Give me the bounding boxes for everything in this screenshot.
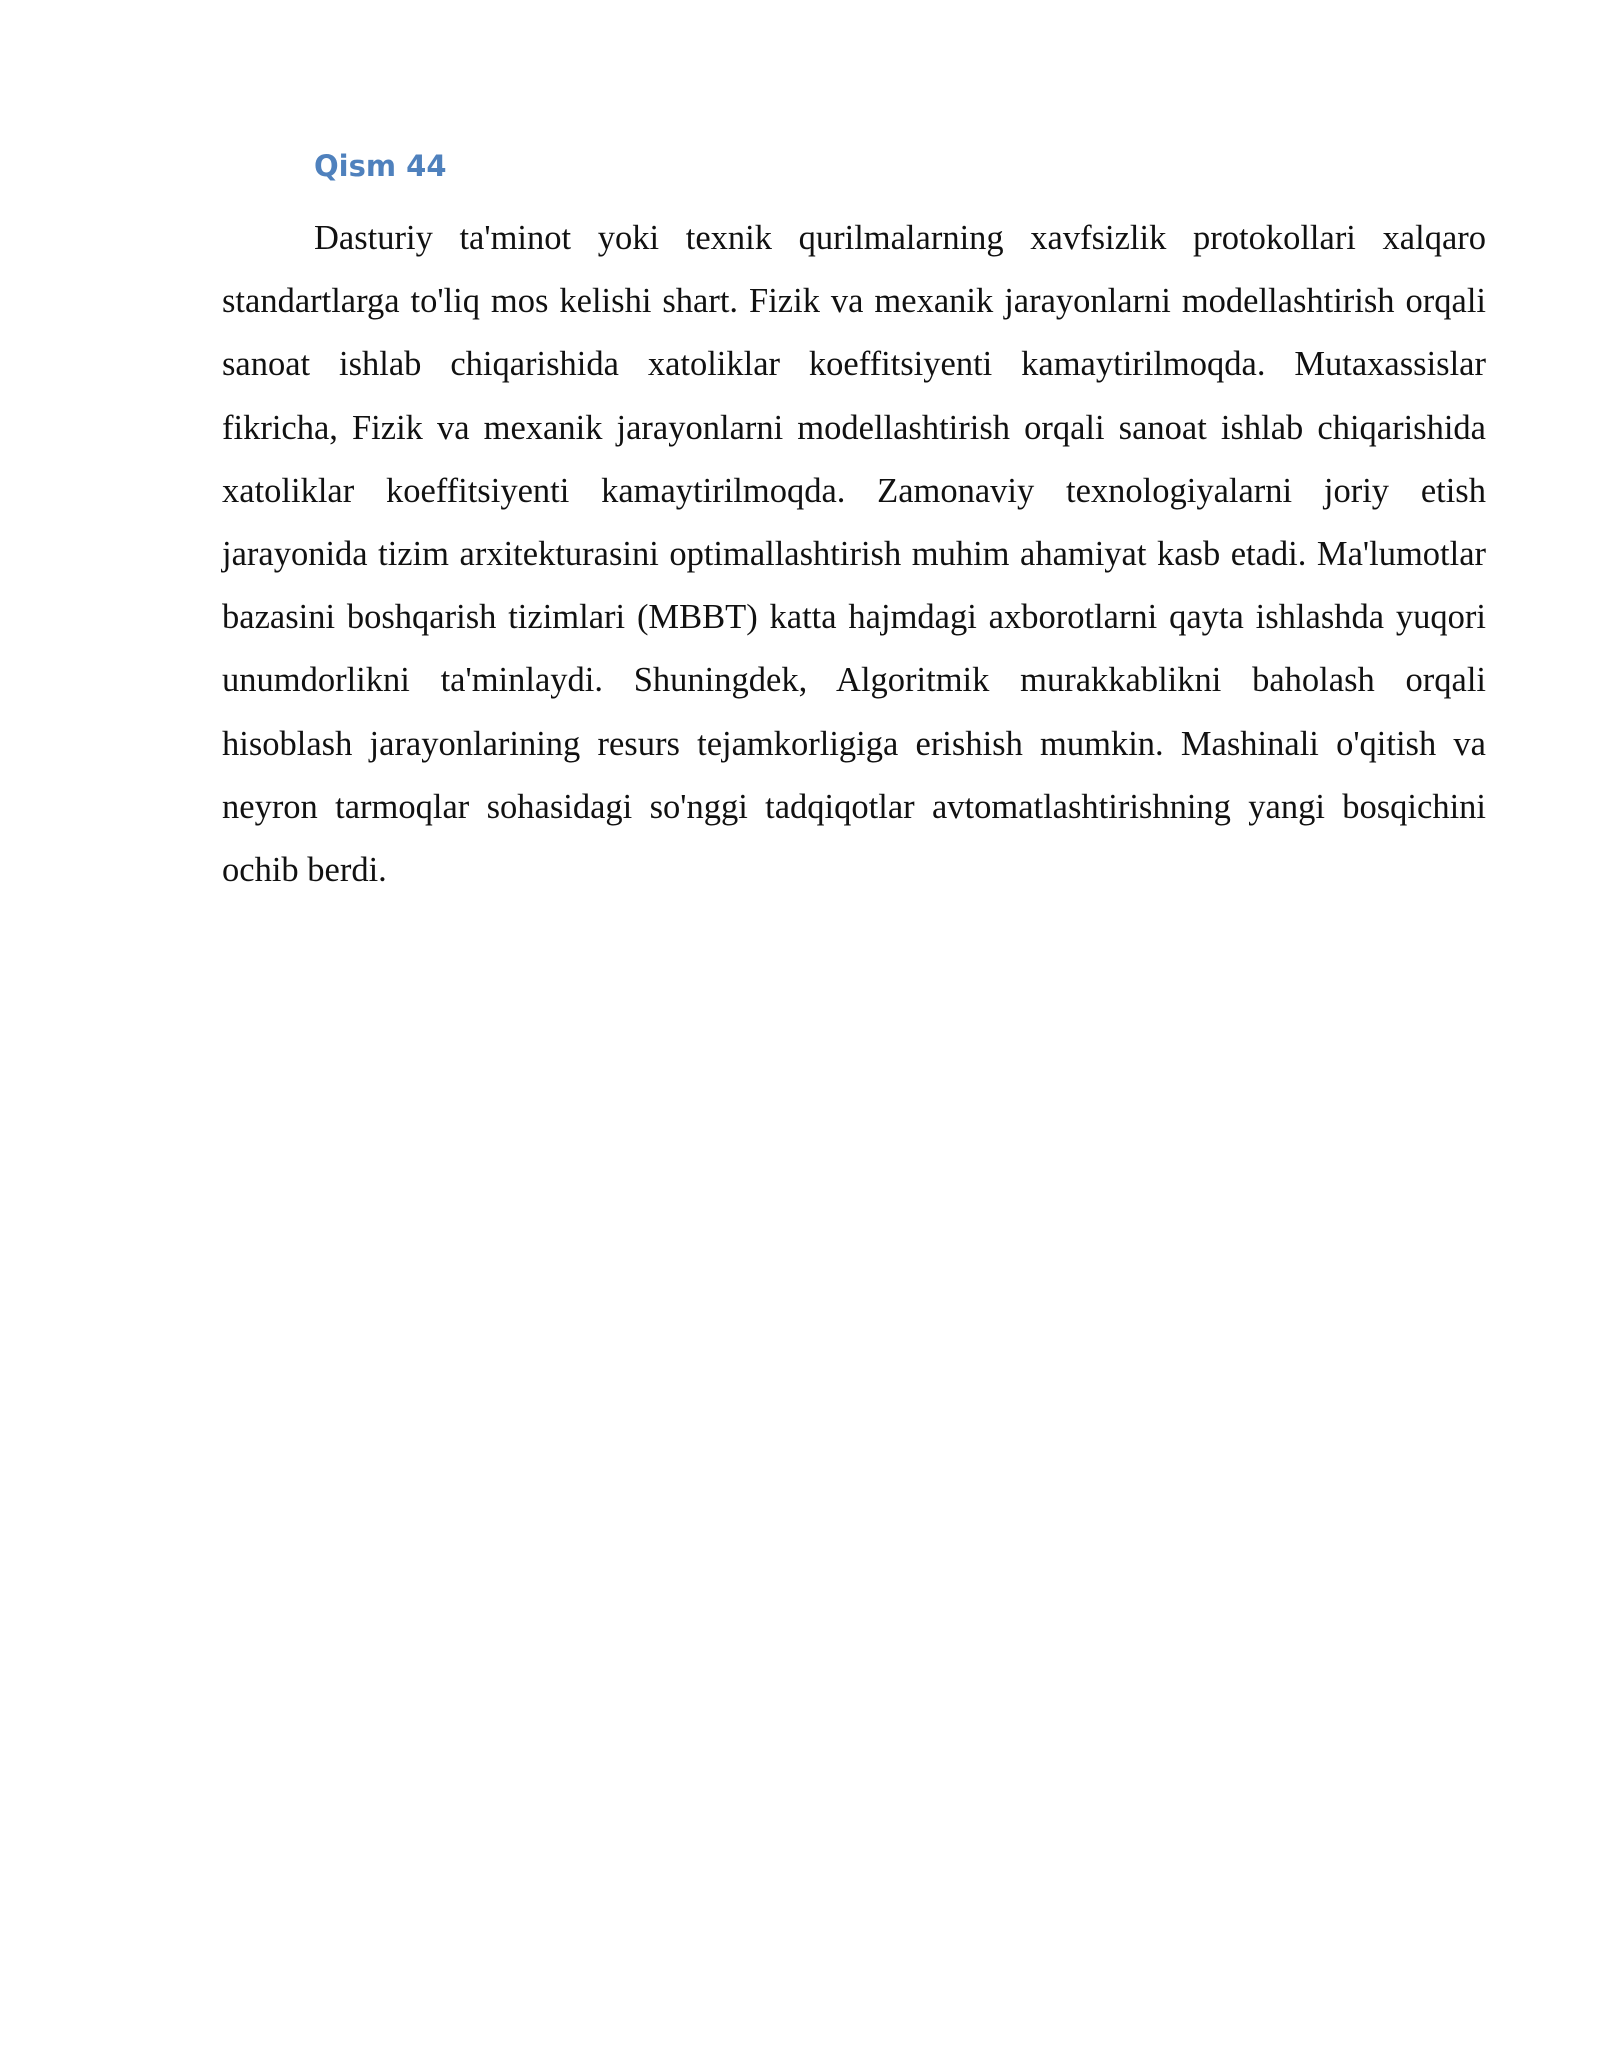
section-heading: Qism 44 — [314, 149, 447, 183]
body-paragraph: Dasturiy ta'minot yoki texnik qurilmalarning xavfsizlik protokollari xalqaro standartlarga to'liq mos kelishi shart. Fizik va mexanik jarayonlarni modellashtirish orqali sanoat ishlab chiqarishida xatoliklar koeffitsiyenti kamaytirilmoqda. Mutaxassislar fikricha, Fizik va mexanik jarayonlarni modellashtirish orqali sanoat ishlab chiqarishida xatoliklar koeffitsiyenti kamaytirilmoqda. Zamonaviy texnologiyalarni joriy etish jarayonida tizim arxitekturasini optimallashtirish muhim ahamiyat kasb etadi. Ma'lumotlar bazasini boshqarish tizimlari (MBBT) katta hajmdagi axborotlarni qayta ishlashda yuqori unumdorlikni ta'minlaydi. Shuningdek, Algoritmik murakkablikni baholash orqali hisoblash jarayonlarining resurs tejamkorligiga erishish mumkin. Mashinali o'qitish va neyron tarmoqlar sohasidagi so'nggi tadqiqotlar avtomatlashtirishning yangi bosqichini ochib berdi. — [222, 219, 1486, 890]
